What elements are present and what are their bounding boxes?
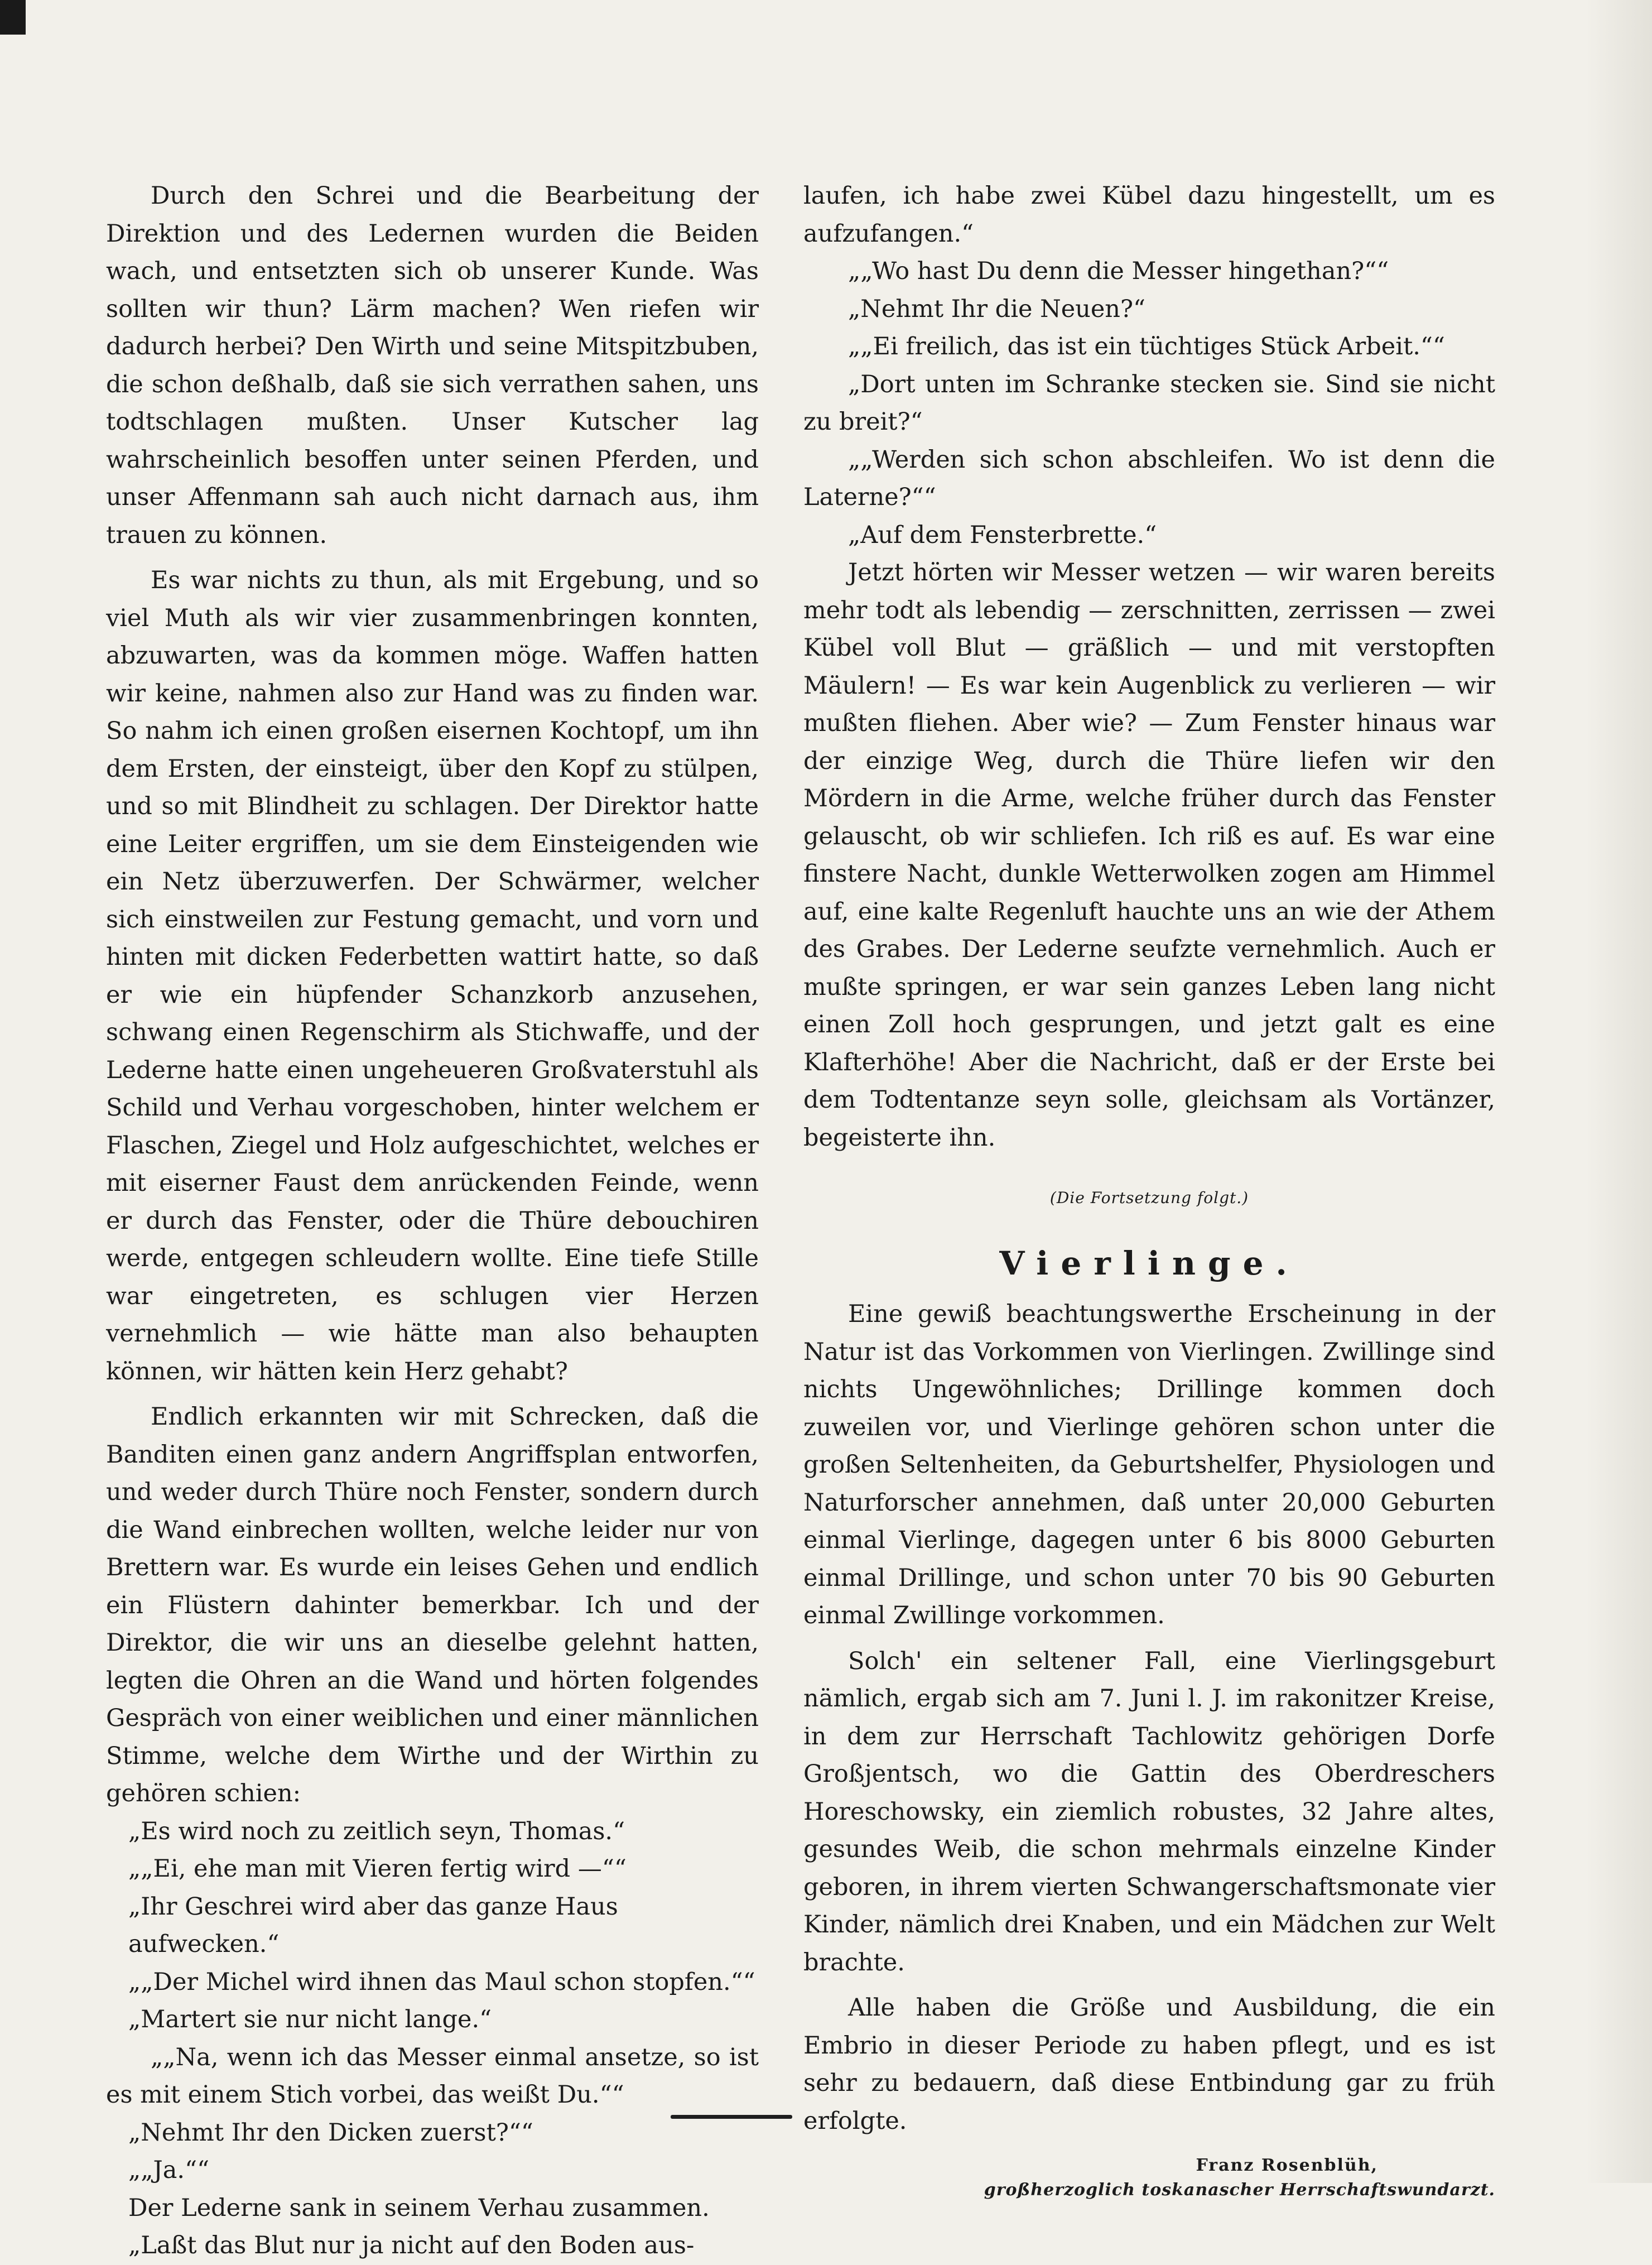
page-fold-shadow <box>1585 0 1652 2183</box>
section-paragraph-1: Eine gewiß beachtungswerthe Erscheinung in der Natur ist das Vorkommen von Vierlingen. Zwillinge sind nichts Ungewöhnliches; Drillinge kommen doch zuweilen vor, und Vierlinge gehören schon unter die großen Seltenheiten, da Geburtshelfer, Physiologen und Naturforscher annehmen, daß unter 20,000 Geburten einmal Vierlinge, dagegen unter 6 bis 8000 Geburten einmal Drillinge, und schon unter 70 bis 90 Geburten einmal Zwillinge vorkommen. <box>803 1300 1495 1629</box>
dialogue-paragraph: „„Na, wenn ich das Messer einmal ansetze, so ist es mit einem Stich vorbei, das weißt Du.““ <box>106 2043 759 2109</box>
bottom-rule <box>671 2115 792 2119</box>
dialogue-line: „„Ja.““ <box>128 2156 210 2184</box>
left-column <box>106 177 759 2265</box>
dialogue-line: „Nehmt Ihr den Dicken zuerst?““ <box>128 2118 533 2147</box>
right-column <box>803 177 1495 2203</box>
dialogue-line: „Laßt das Blut nur ja nicht auf den Boden aus- <box>128 2232 695 2259</box>
paragraph-escape: Jetzt hörten wir Messer wetzen — wir waren bereits mehr todt als lebendig — zerschnitten, zerrissen — zwei Kübel voll Blut — gräßlich — und mit verstopften Mäulern! — Es war kein Augenblick zu verlieren — wir mußten fliehen. Aber wie? — Zum Fenster hinaus war der einzige Weg, durch die Thüre liefen wir den Mördern in die Arme, welche früher durch das Fenster gelauscht, ob wir schliefen. Ich riß es auf. Es war eine finstere Nacht, dunkle Wetterwolken zogen am Himmel auf, eine kalte Regenluft hauchte uns an wie der Athem des Grabes. Der Lederne seufzte vernehmlich. Auch er mußte springen, er war sein ganzes Leben lang nicht einen Zoll hoch gesprungen, und jetzt galt es eine Klafterhöhe! Aber die Nachricht, daß er der Erste bei dem Todtentanze seyn solle, gleichsam als Vortänzer, begeisterte ihn. <box>803 559 1495 1152</box>
dialogue-line: „Es wird noch zu zeitlich seyn, Thomas.“ <box>128 1817 625 1845</box>
dialogue-line: „Nehmt Ihr die Neuen?“ <box>848 295 1146 323</box>
dialogue-line: „„Werden sich schon abschleifen. Wo ist denn die Laterne?““ <box>803 445 1495 511</box>
dialogue-line: „Ihr Geschrei wird aber das ganze Haus aufwecken.“ <box>128 1892 618 1958</box>
author-title: großherzoglich toskanascher Herrschaftswundarzt. <box>984 2180 1495 2200</box>
author-signature <box>803 2153 1495 2203</box>
section-paragraph-3: Alle haben die Größe und Ausbildung, die ein Embrio in dieser Periode zu haben pflegt, und es ist sehr zu bedauern, daß diese Entbindung gar zu früh erfolgte. <box>803 1994 1495 2135</box>
paragraph-2: Es war nichts zu thun, als mit Ergebung, und so viel Muth als wir vier zusammenbringen konnten, abzuwarten, was da kommen möge. Waffen hatten wir keine, nahmen also zur Hand was zu finden war. So nahm ich einen großen eisernen Kochtopf, um ihn dem Ersten, der einsteigt, über den Kopf zu stülpen, und so mit Blindheit zu schlagen. Der Direktor hatte eine Leiter ergriffen, um sie dem Einsteigenden wie ein Netz überzuwerfen. Der Schwärmer, welcher sich einstweilen zur Festung gemacht, und vorn und hinten mit dicken Federbetten wattirt hatte, so daß er wie ein hüpfender Schanzkorb anzusehen, schwang einen Regenschirm als Stichwaffe, und der Lederne hatte einen ungeheueren Großvaterstuhl als Schild und Verhau vorgeschoben, hinter welchem er Flaschen, Ziegel und Holz aufgeschichtet, welches er mit eiserner Faust dem anrückenden Feinde, wenn er durch das Fenster, oder die Thüre debouchiren werde, entgegen schleudern wollte. Eine tiefe Stille war eingetreten, es schlugen vier Herzen vernehmlich — wie hätte man also behaupten können, wir hätten kein Herz gehabt? <box>106 566 759 1386</box>
author-name: Franz Rosenblüh, <box>1196 2156 1378 2175</box>
paragraph-1: Durch den Schrei und die Bearbeitung der Direktion und des Ledernen wurden die Beiden wach, und entsetzten sich ob unserer Kunde. Was sollten wir thun? Lärm machen? Wen riefen wir dadurch herbei? Den Wirth und seine Mitspitzbuben, die schon deßhalb, daß sie sich verrathen sahen, uns todtschlagen mußten. Unser Kutscher lag wahrscheinlich besoffen unter seinen Pferden, und unser Affenmann sah auch nicht darnach aus, ihm trauen zu können. <box>106 182 759 549</box>
dialogue-line: „Dort unten im Schranke stecken sie. Sind sie nicht zu breit?“ <box>803 370 1495 436</box>
narration-line: Der Lederne sank in seinem Verhau zusammen. <box>128 2194 710 2222</box>
continuation-note: (Die Fortsetzung folgt.) <box>1049 1189 1249 1207</box>
paragraph-3: Endlich erkannten wir mit Schrecken, daß die Banditen einen ganz andern Angriffsplan entworfen, und weder durch Thüre noch Fenster, sondern durch die Wand einbrechen wollten, welche leider nur von Brettern war. Es wurde ein leises Gehen und endlich ein Flüstern dahinter bemerkbar. Ich und der Direktor, die wir uns an dieselbe gelehnt hatten, legten die Ohren an die Wand und hörten folgendes Gespräch von einer weiblichen und einer männlichen Stimme, welche dem Wirthe und der Wirthin zu gehören schien: <box>106 1403 759 1807</box>
dialogue-line: „„Wo hast Du denn die Messer hingethan?““ <box>848 257 1389 285</box>
dialogue-line: „„Ei, ehe man mit Vieren fertig wird —““ <box>128 1855 627 1883</box>
section-paragraph-2: Solch' ein seltener Fall, eine Vierlingsgeburt nämlich, ergab sich am 7. Juni l. J. im rakonitzer Kreise, in dem zur Herrschaft Tachlowitz gehörigen Dorfe Großjentsch, wo die Gattin des Oberdreschers Horeschowsky, ein ziemlich robustes, 32 Jahre altes, gesundes Weib, die schon mehrmals einzelne Kinder geboren, in ihrem vierten Schwangerschaftsmonate vier Kinder, nämlich drei Knaben, und ein Mädchen zur Welt brachte. <box>803 1647 1495 1977</box>
continued-paragraph: laufen, ich habe zwei Kübel dazu hingestellt, um es aufzufangen.“ <box>803 182 1495 248</box>
dialogue-line: „„Der Michel wird ihnen das Maul schon stopfen.““ <box>128 1968 755 1996</box>
dialogue-line: „Martert sie nur nicht lange.“ <box>128 2006 492 2033</box>
dialogue-line: „Auf dem Fensterbrette.“ <box>848 521 1157 549</box>
scan-edge-mark <box>0 0 26 35</box>
section-title: Vierlinge. <box>999 1244 1299 1282</box>
dialogue-line: „„Ei freilich, das ist ein tüchtiges Stück Arbeit.““ <box>848 333 1445 360</box>
